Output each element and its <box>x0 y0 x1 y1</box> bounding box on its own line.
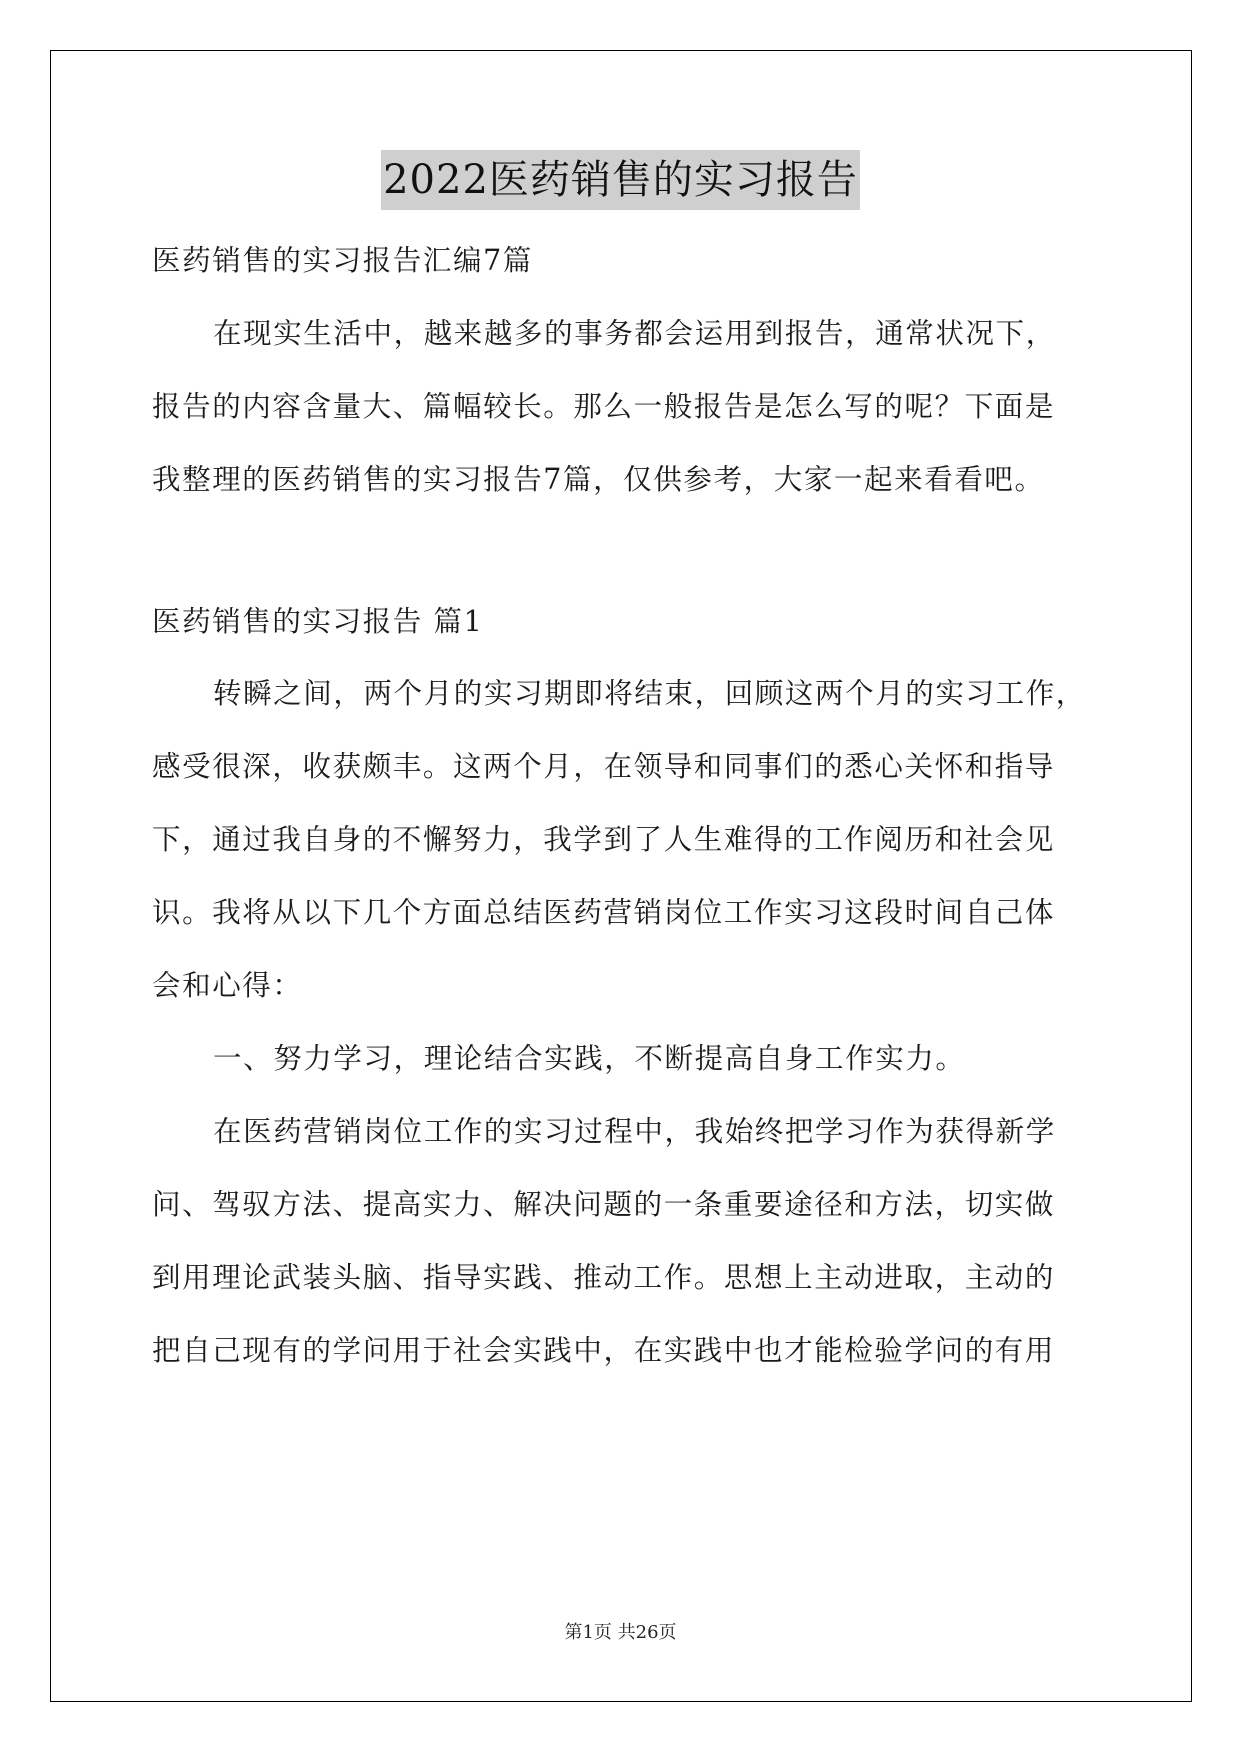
paragraph-line: 在医药营销岗位工作的实习过程中，我始终把学习作为获得新学 <box>213 1115 1056 1148</box>
intro-line: 报告的内容含量大、篇幅较长。那么一般报告是怎么写的呢？下面是 <box>152 390 1056 423</box>
intro-line: 我整理的医药销售的实习报告7篇，仅供参考，大家一起来看看吧。 <box>152 463 1045 496</box>
paragraph-line: 一、努力学习，理论结合实践，不断提高自身工作实力。 <box>213 1042 966 1075</box>
paragraph-line: 问、驾驭方法、提高实力、解决问题的一条重要途径和方法，切实做 <box>152 1188 1056 1221</box>
paragraph-line: 感受很深，收获颇丰。这两个月，在领导和同事们的悉心关怀和指导 <box>152 750 1056 783</box>
document-subtitle: 医药销售的实习报告汇编7篇 <box>152 244 533 277</box>
page-border <box>50 50 1192 1702</box>
paragraph-line: 识。我将从以下几个方面总结医药营销岗位工作实习这段时间自己体 <box>152 896 1056 929</box>
document-title: 2022医药销售的实习报告 <box>381 150 860 210</box>
intro-line: 在现实生活中，越来越多的事务都会运用到报告，通常状况下， <box>213 317 1056 350</box>
paragraph-line: 把自己现有的学问用于社会实践中，在实践中也才能检验学问的有用 <box>152 1334 1056 1367</box>
title-container <box>0 150 1241 210</box>
paragraph-line: 转瞬之间，两个月的实习期即将结束，回顾这两个月的实习工作， <box>213 677 1086 710</box>
paragraph-line: 会和心得： <box>152 969 303 1002</box>
section-heading: 医药销售的实习报告 篇1 <box>152 605 484 638</box>
page-footer: 第1页 共26页 <box>564 1622 677 1643</box>
paragraph-line: 下，通过我自身的不懈努力，我学到了人生难得的工作阅历和社会见 <box>152 823 1056 856</box>
paragraph-line: 到用理论武装头脑、指导实践、推动工作。思想上主动进取，主动的 <box>152 1261 1056 1294</box>
